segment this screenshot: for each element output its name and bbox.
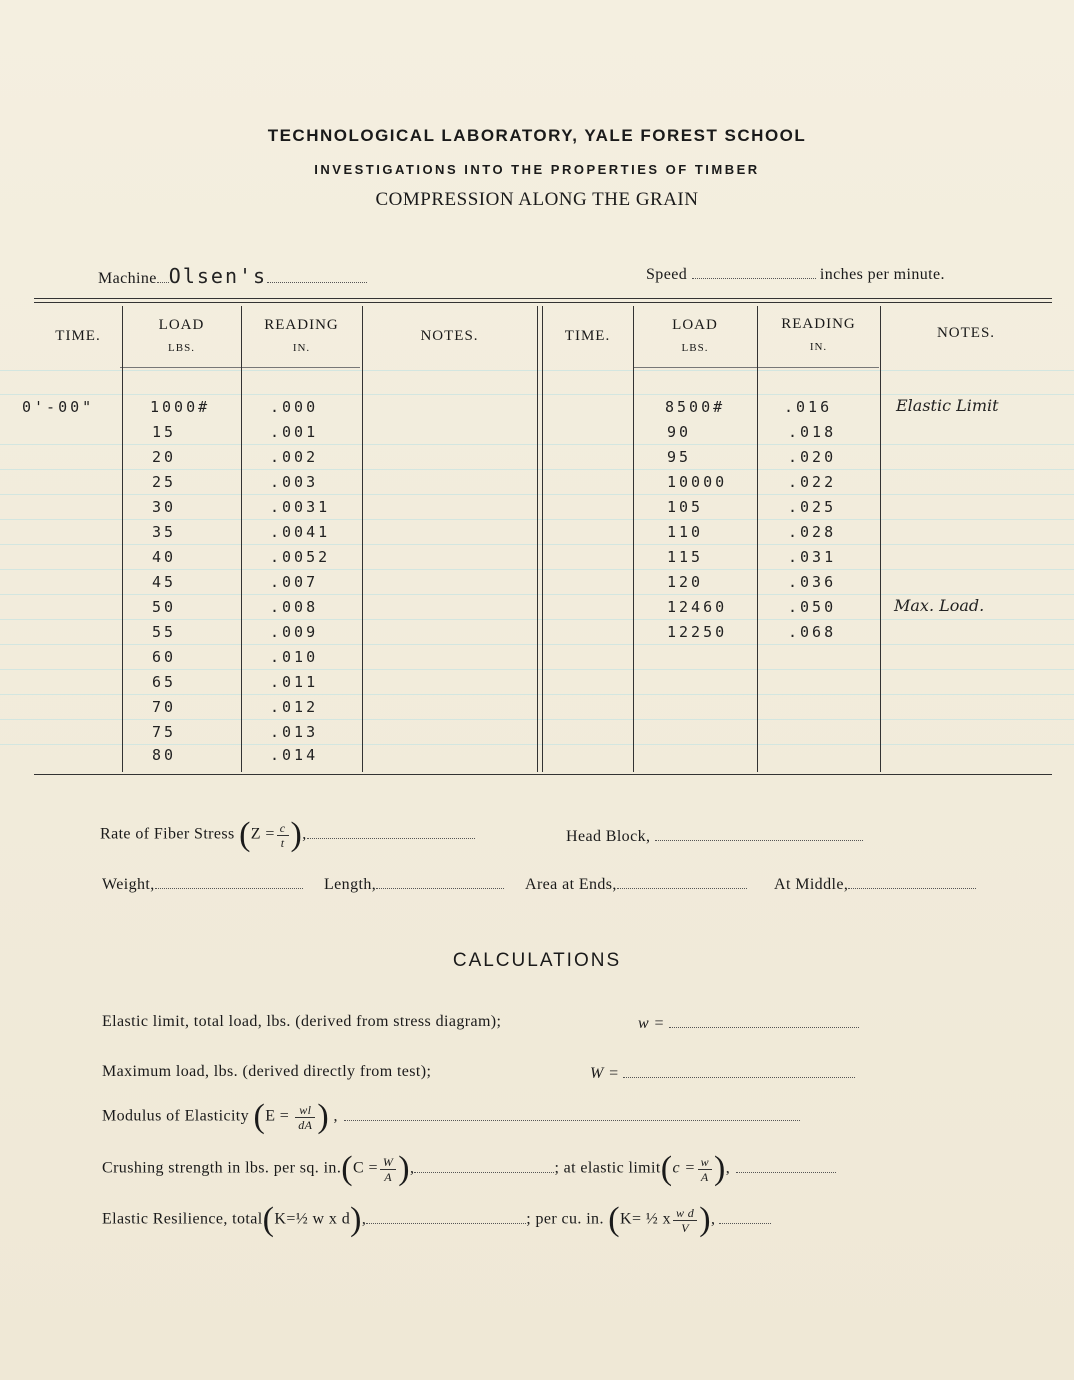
reading-cell: .001: [270, 423, 319, 441]
test-name: COMPRESSION ALONG THE GRAIN: [375, 189, 699, 210]
reading-cell: .0031: [270, 498, 331, 516]
load-cell: 65: [152, 673, 177, 691]
reading-cell: .009: [270, 623, 319, 641]
note-cell: Elastic Limit: [896, 396, 999, 415]
table-top-rule: [34, 302, 1052, 303]
load-cell: 120: [667, 573, 704, 591]
col-time-header-2: TIME.: [564, 328, 611, 344]
load-cell: 30: [152, 498, 177, 516]
speed-label: Speed: [646, 266, 688, 283]
col-divider: [122, 306, 123, 772]
load-cell: 10000: [667, 473, 728, 491]
load-cell: 12460: [667, 598, 728, 616]
load-cell: 75: [152, 723, 177, 741]
head-block-label: Head Block,: [566, 828, 651, 845]
area-ends-field: [525, 874, 747, 894]
load-cell: 40: [152, 548, 177, 566]
col-notes-header: NOTES.: [420, 328, 479, 344]
modulus-line: Modulus of Elasticity (E = $\frac{wl}{dA}$ ) ,: [102, 1100, 800, 1134]
rate-fraction: $\frac{c}{t}$: [277, 821, 289, 850]
load-cell: 60: [152, 648, 177, 666]
load-cell: 110: [667, 523, 704, 541]
length-field: [324, 874, 504, 894]
reading-cell: .007: [270, 573, 319, 591]
reading-cell: .014: [270, 746, 319, 764]
machine-value: Olsen's: [168, 264, 268, 288]
reading-cell: .068: [788, 623, 837, 641]
resilience-label: Elastic Resilience, total: [102, 1210, 263, 1228]
per-cu-fraction: $\frac{\text{w d}}{V}$: [673, 1206, 697, 1235]
reading-cell: .016: [784, 398, 833, 416]
lab-title: TECHNOLOGICAL LABORATORY, YALE FOREST SCHOOL: [267, 126, 807, 145]
modulus-fraction: $\frac{wl}{dA}$: [295, 1103, 315, 1132]
elastic-limit-label: Elastic limit, total load, lbs. (derived from stress diagram);: [102, 1013, 502, 1030]
load-cell: 35: [152, 523, 177, 541]
header-rule: [633, 367, 879, 368]
load-cell: 8500#: [665, 398, 726, 416]
reading-cell: .036: [788, 573, 837, 591]
load-cell: 115: [667, 548, 704, 566]
resilience-line: Elastic Resilience, total(K=½ w x d), ; per cu. in. (K= ½ x $\frac{\text{w d}}{V}$ ),: [102, 1203, 771, 1237]
rate-field: Rate of Fiber Stress (Z = $\frac{c}{t}$ ),: [100, 818, 475, 852]
load-cell: 15: [152, 423, 177, 441]
col-load-header-2: LOAD LBS.: [672, 317, 718, 354]
col-divider: [362, 306, 363, 772]
max-load-var: W =: [590, 1065, 620, 1082]
load-cell: 80: [152, 746, 177, 764]
load-cell: 55: [152, 623, 177, 641]
col-notes-header-2: NOTES.: [936, 325, 996, 341]
col-divider: [633, 306, 634, 772]
weight-label: Weight,: [102, 876, 155, 893]
header-rule: [120, 367, 360, 368]
speed-field: [646, 264, 945, 284]
resilience-expr: K=½ w x d: [274, 1210, 351, 1228]
load-cell: 95: [667, 448, 692, 466]
col-divider: [542, 306, 543, 772]
head-block-field: [566, 826, 863, 846]
rate-label: Rate of Fiber Stress: [100, 825, 235, 843]
load-cell: 105: [667, 498, 704, 516]
at-middle-label: At Middle,: [774, 876, 849, 893]
reading-cell: .022: [788, 473, 837, 491]
reading-cell: .010: [270, 648, 319, 666]
max-load-label: Maximum load, lbs. (derived directly from test);: [102, 1063, 432, 1080]
rate-lhs: Z =: [250, 825, 275, 843]
reading-cell: .018: [788, 423, 837, 441]
reading-cell: .028: [788, 523, 837, 541]
area-ends-label: Area at Ends,: [525, 876, 617, 893]
reading-cell: .0041: [270, 523, 331, 541]
at-elastic-fraction: $\frac{w}{A}$: [698, 1155, 712, 1184]
max-load-line: [102, 1063, 431, 1081]
load-cell: 70: [152, 698, 177, 716]
load-cell: 45: [152, 573, 177, 591]
reading-cell: .008: [270, 598, 319, 616]
col-reading-header-2: READING IN.: [781, 316, 856, 353]
reading-cell: .050: [788, 598, 837, 616]
col-divider: [537, 306, 538, 772]
reading-cell: .003: [270, 473, 319, 491]
at-middle-field: [774, 874, 976, 894]
col-divider: [241, 306, 242, 772]
machine-label: Machine: [98, 270, 157, 287]
reading-cell: .020: [788, 448, 837, 466]
speed-unit: inches per minute.: [819, 266, 945, 283]
elastic-limit-var-field: [638, 1013, 859, 1033]
weight-field: [102, 874, 303, 894]
reading-cell: .013: [270, 723, 319, 741]
per-cu-label: ; per cu. in.: [526, 1210, 604, 1228]
reading-cell: .031: [788, 548, 837, 566]
reading-cell: .002: [270, 448, 319, 466]
elastic-limit-var: w =: [638, 1015, 665, 1032]
crushing-label: Crushing strength in lbs. per sq. in.: [102, 1159, 342, 1177]
col-divider: [757, 306, 758, 772]
elastic-limit-line: [102, 1013, 501, 1031]
table-top-rule: [34, 298, 1052, 299]
load-cell: 90: [667, 423, 692, 441]
modulus-label: Modulus of Elasticity: [102, 1107, 250, 1125]
col-reading-header: READING IN.: [264, 317, 339, 354]
max-load-var-field: [590, 1063, 855, 1083]
load-cell: 12250: [667, 623, 728, 641]
col-divider: [880, 306, 881, 772]
reading-cell: .0052: [270, 548, 331, 566]
load-cell: 1000#: [150, 398, 211, 416]
col-time-header: TIME.: [55, 328, 101, 344]
col-load-header: LOAD LBS.: [158, 317, 205, 354]
load-cell: 50: [152, 598, 177, 616]
note-cell: Max. Load.: [894, 596, 985, 615]
reading-cell: .025: [788, 498, 837, 516]
reading-cell: .012: [270, 698, 319, 716]
load-cell: 20: [152, 448, 177, 466]
crushing-fraction: $\frac{W}{A}$: [380, 1155, 396, 1184]
time-cell: 0'-00": [22, 398, 95, 416]
calculations-heading: CALCULATIONS: [452, 950, 622, 971]
at-elastic-label: ; at elastic limit: [554, 1159, 661, 1177]
reading-cell: .011: [270, 673, 319, 691]
reading-cell: .000: [270, 398, 319, 416]
series-subtitle: INVESTIGATIONS INTO THE PROPERTIES OF TIMBER: [314, 162, 760, 177]
table-bottom-rule: [34, 774, 1052, 775]
crushing-line: Crushing strength in lbs. per sq. in.(C = $\frac{W}{A}$ ), ; at elastic limit(c = $\frac{w}{A}$ ),: [102, 1152, 836, 1186]
machine-field: [98, 264, 367, 288]
load-cell: 25: [152, 473, 177, 491]
length-label: Length,: [324, 876, 377, 893]
